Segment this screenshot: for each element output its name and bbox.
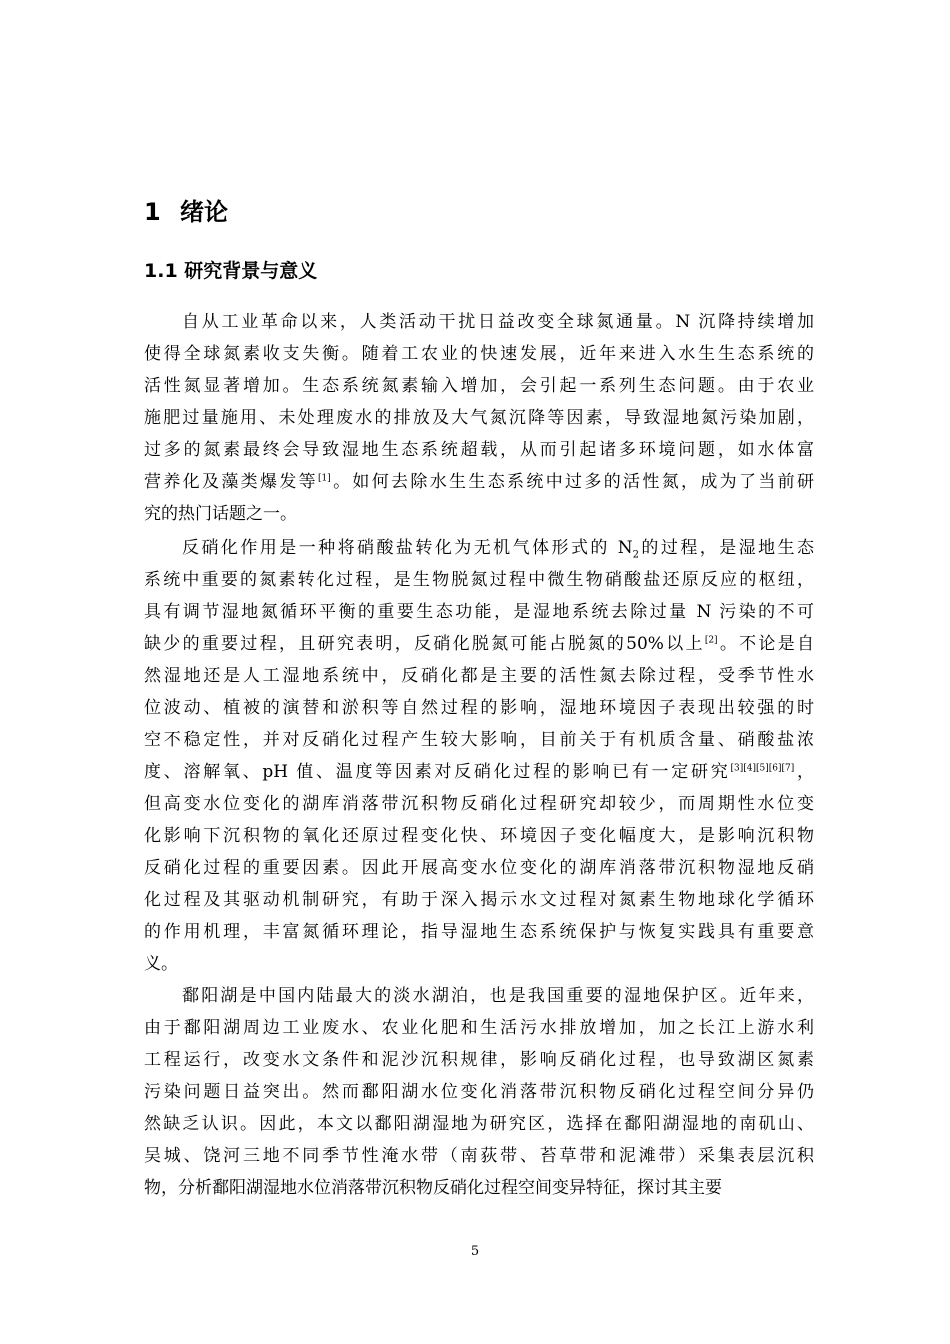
text-line: 化影响下沉积物的氧化还原过程变化快、环境因子变化幅度大，是影响沉积物 (144, 826, 814, 846)
text-line: 施肥过量施用、未处理废水的排放及大气氮沉降等因素，导致湿地氮污染加剧， (144, 408, 814, 428)
text-line: 位波动、植被的演替和淤积等自然过程的影响，湿地环境因子表现出较强的时 (144, 698, 814, 718)
text-run: 反硝化作用是一种将硝酸盐转化为无机气体形式的 N (182, 538, 633, 558)
text-line: 吴城、饶河三地不同季节性淹水带（南荻带、苔草带和泥滩带）采集表层沉积 (144, 1146, 814, 1166)
text-line (144, 466, 814, 498)
text-run: 缺少的重要过程，且研究表明，反硝化脱氮可能占脱氮的50%以上 (144, 634, 705, 654)
text-line: 过多的氮素最终会导致湿地生态系统超载，从而引起诸多环境问题，如水体富 (144, 440, 814, 460)
text-line: 然湿地还是人工湿地系统中，反硝化都是主要的活性氮去除过程，受季节性水 (144, 666, 814, 686)
text-line: 究的热门话题之一。 (144, 504, 297, 524)
text-line: 义。 (144, 954, 178, 974)
page-number: 5 (470, 1244, 480, 1259)
text-line: 系统中重要的氮素转化过程，是生物脱氮过程中微生物硝酸盐还原反应的枢纽， (144, 570, 814, 590)
subscript: 2 (632, 549, 639, 561)
citation-marker: [3][4][5][6][7] (730, 763, 795, 774)
text-run: 的过程，是湿地生态 (638, 538, 815, 558)
text-run: 。不论是自 (717, 634, 814, 654)
chapter-title: 绪论 (180, 198, 228, 226)
text-line: 反硝化过程的重要因素。因此开展高变水位变化的湖库消落带沉积物湿地反硝 (144, 858, 814, 878)
text-line: 鄱阳湖是中国内陆最大的淡水湖泊，也是我国重要的湿地保护区。近年来， (182, 986, 814, 1006)
text-line (144, 628, 814, 660)
text-run: ， (794, 762, 814, 782)
text-line: 活性氮显著增加。生态系统氮素输入增加，会引起一系列生态问题。由于农业 (144, 376, 814, 396)
text-line: 由于鄱阳湖周边工业废水、农业化肥和生活污水排放增加，加之长江上游水利 (144, 1018, 814, 1038)
text-line (182, 532, 814, 564)
chapter-heading (144, 192, 228, 227)
chapter-number: 1 (144, 198, 161, 226)
section-heading: 1.1 研究背景与意义 (144, 260, 318, 282)
text-line: 污染问题日益突出。然而鄱阳湖水位变化消落带沉积物反硝化过程空间分异仍 (144, 1082, 814, 1102)
text-line: 化过程及其驱动机制研究，有助于深入揭示水文过程对氮素生物地球化学循环 (144, 890, 814, 910)
citation-marker: [1] (317, 473, 331, 484)
text-line (144, 756, 814, 788)
text-line: 的作用机理，丰富氮循环理论，指导湿地生态系统保护与恢复实践具有重要意 (144, 922, 814, 942)
text-run: 。如何去除水生生态系统中过多的活性氮，成为了当前研 (330, 472, 815, 492)
text-line: 物，分析鄱阳湖湿地水位消落带沉积物反硝化过程空间变异特征，探讨其主要 (144, 1178, 722, 1198)
text-line: 具有调节湿地氮循环平衡的重要生态功能，是湿地系统去除过量 N 污染的不可 (144, 602, 814, 622)
text-line: 自从工业革命以来，人类活动干扰日益改变全球氮通量。N 沉降持续增加 (182, 312, 814, 332)
text-line: 但高变水位变化的湖库消落带沉积物反硝化过程研究却较少，而周期性水位变 (144, 794, 814, 814)
text-line: 然缺乏认识。因此，本文以鄱阳湖湿地为研究区，选择在鄱阳湖湿地的南矶山、 (144, 1114, 814, 1134)
text-line: 空不稳定性，并对反硝化过程产生较大影响，目前关于有机质含量、硝酸盐浓 (144, 730, 814, 750)
text-run: 营养化及藻类爆发等 (144, 472, 318, 492)
text-line: 使得全球氮素收支失衡。随着工农业的快速发展，近年来进入水生生态系统的 (144, 344, 814, 364)
text-run: 度、溶解氧、pH 值、温度等因素对反硝化过程的影响已有一定研究 (144, 762, 731, 782)
text-line: 工程运行，改变水文条件和泥沙沉积规律，影响反硝化过程，也导致湖区氮素 (144, 1050, 814, 1070)
citation-marker: [2] (704, 635, 718, 646)
